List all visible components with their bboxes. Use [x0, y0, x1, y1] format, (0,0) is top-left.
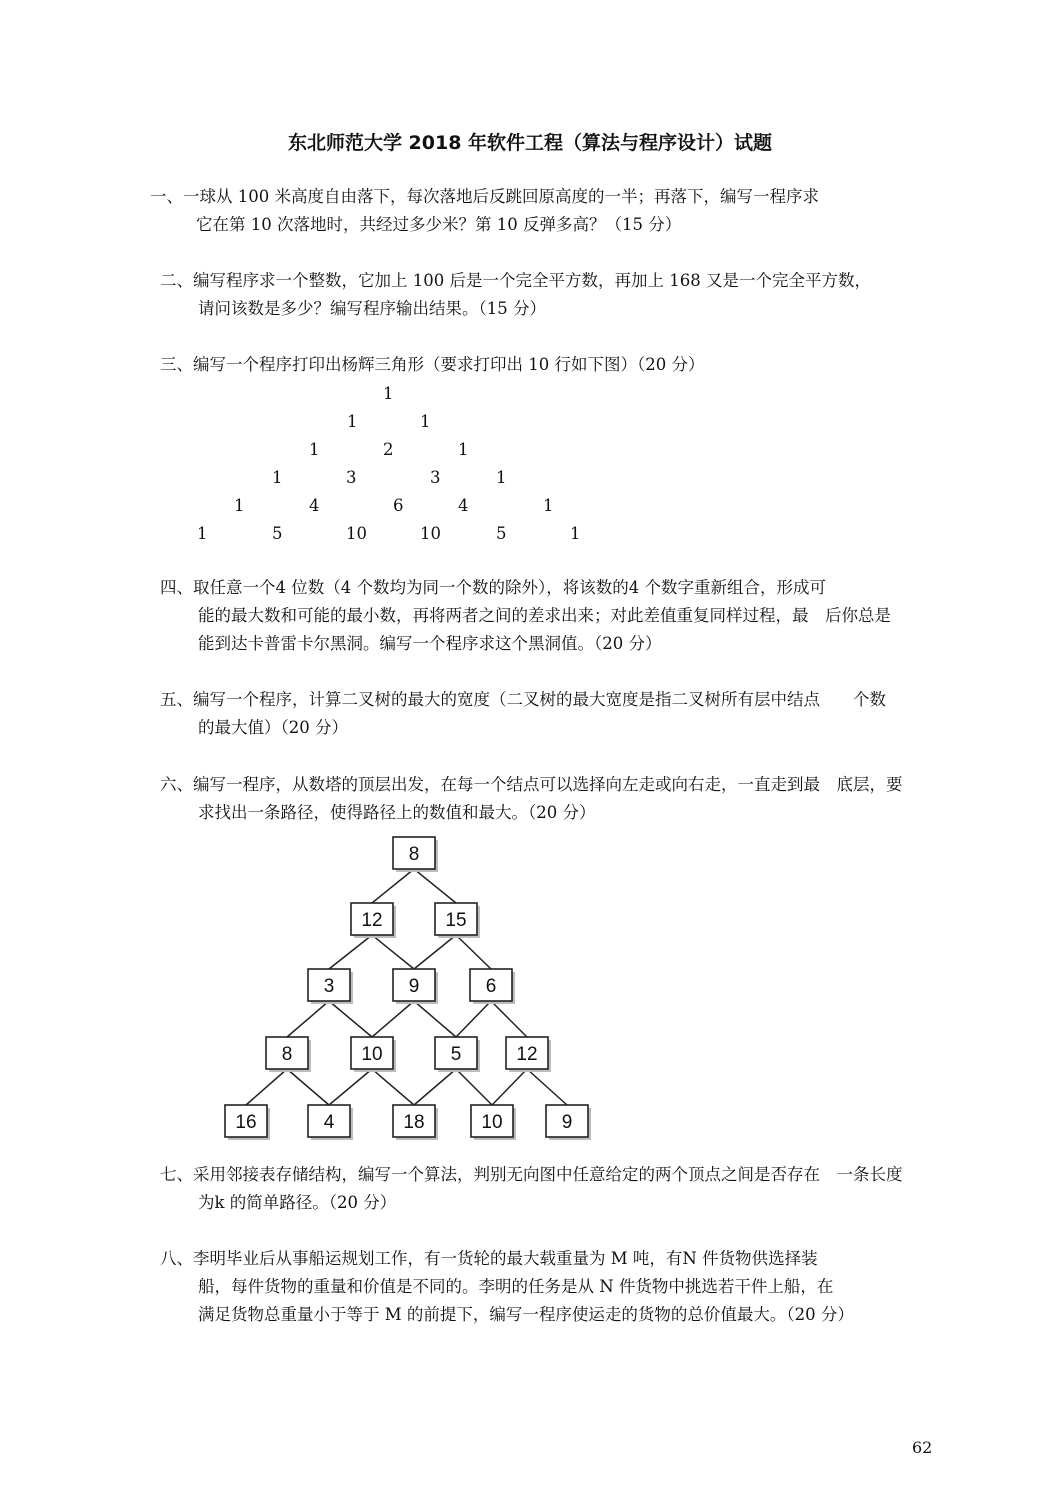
tower-edge — [414, 1069, 456, 1105]
pascal-cell: 1 — [570, 524, 581, 543]
question-7 — [160, 1161, 903, 1217]
tower-node-value: 9 — [561, 1112, 573, 1133]
pascal-cell: 1 — [272, 468, 283, 487]
pascal-cell: 1 — [420, 412, 431, 431]
tower-node-value: 16 — [235, 1112, 257, 1133]
tower-node-value: 18 — [403, 1112, 425, 1133]
pascal-cell: 5 — [272, 524, 283, 543]
tower-node-value: 6 — [485, 976, 497, 997]
pascal-cell: 1 — [197, 524, 208, 543]
pascal-cell: 3 — [430, 468, 441, 487]
tower-node-value: 12 — [516, 1044, 538, 1065]
tower-edge — [372, 935, 414, 969]
pascal-cell: 10 — [420, 524, 441, 543]
tower-edge — [287, 1001, 329, 1037]
pascal-cell: 6 — [393, 496, 404, 515]
tower-edge — [456, 935, 491, 969]
pascal-cell: 1 — [347, 412, 358, 431]
tower-edge — [414, 869, 456, 903]
pascal-cell: 1 — [543, 496, 554, 515]
question-7-line-2: 为k 的简单路径。（20 分） — [198, 1193, 397, 1212]
tower-edge — [456, 1069, 492, 1105]
tower-node-value: 10 — [361, 1044, 383, 1065]
pascal-cell: 4 — [309, 496, 320, 515]
pascal-cell: 10 — [346, 524, 367, 543]
question-7-line-1: 七、采用邻接表存储结构，编写一个算法，判别无向图中任意给定的两个顶点之间是否存在 一条长度 — [160, 1165, 903, 1184]
question-2-line-2: 请问该数是多少？编写程序输出结果。（15 分） — [198, 299, 546, 318]
tower-edge — [414, 935, 456, 969]
tower-edge — [414, 1001, 456, 1037]
question-1-line-1: 一、一球从 100 米高度自由落下，每次落地后反跳回原高度的一半；再落下，编写一程序求 — [150, 187, 819, 206]
question-4-line-1: 四、取任意一个4 位数（4 个数均为同一个数的除外），将该数的4 个数字重新组合，形成可 — [160, 578, 826, 597]
pascal-cell: 2 — [383, 440, 394, 459]
question-2-line-1: 二、编写程序求一个整数，它加上 100 后是一个完全平方数，再加上 168 又是一个完全平方数， — [160, 271, 871, 290]
pascal-cell: 1 — [458, 440, 469, 459]
tower-node-value: 10 — [481, 1112, 503, 1133]
tower-edge — [329, 1069, 372, 1105]
pascal-cell: 1 — [496, 468, 507, 487]
tower-node-value: 3 — [323, 976, 335, 997]
question-1-line-2: 它在第 10 次落地时，共经过多少米？第 10 反弹多高？（15 分） — [196, 215, 682, 234]
question-5-line-2: 的最大值）（20 分） — [198, 718, 348, 737]
tower-node-value: 8 — [281, 1044, 293, 1065]
pascal-cell: 1 — [309, 440, 320, 459]
tower-node-value: 12 — [361, 910, 383, 931]
question-8-line-2: 船，每件货物的重量和价值是不同的。李明的任务是从 N 件货物中挑选若干件上船，在 — [198, 1277, 834, 1296]
question-6-line-2: 求找出一条路径，使得路径上的数值和最大。（20 分） — [198, 803, 596, 822]
tower-edge — [372, 869, 414, 903]
tower-node-value: 15 — [445, 910, 467, 931]
pascal-cell: 5 — [496, 524, 507, 543]
question-6-line-1: 六、编写一程序，从数塔的顶层出发，在每一个结点可以选择向左走或向右走，一直走到最 底层，要 — [160, 775, 903, 794]
tower-edge — [287, 1069, 329, 1105]
question-8 — [160, 1245, 854, 1329]
tower-node-value: 8 — [408, 844, 420, 865]
tower-node-value: 5 — [450, 1044, 462, 1065]
question-8-line-3: 满足货物总重量小于等于 M 的前提下，编写一程序使运走的货物的总价值最大。（20 分） — [198, 1305, 854, 1324]
pascal-cell: 1 — [234, 496, 245, 515]
tower-node-value: 9 — [408, 976, 420, 997]
pascal-cell: 3 — [346, 468, 357, 487]
tower-edge — [329, 935, 372, 969]
question-4-line-2: 能的最大数和可能的最小数，再将两者之间的差求出来；对此差值重复同样过程，最 后你总是 — [198, 606, 891, 625]
page-title: 东北师范大学 2018 年软件工程（算法与程序设计）试题 — [287, 132, 773, 154]
question-8-line-1: 八、李明毕业后从事船运规划工作，有一货轮的最大载重量为 M 吨，有N 件货物供选择装 — [160, 1249, 818, 1268]
page-number: 62 — [912, 1438, 933, 1457]
tower-edge — [527, 1069, 567, 1105]
pascal-cell: 1 — [383, 384, 394, 403]
question-4-line-3: 能到达卡普雷卡尔黑洞。编写一个程序求这个黑洞值。（20 分） — [198, 634, 662, 653]
question-5-line-1: 五、编写一个程序，计算二叉树的最大的宽度（二叉树的最大宽度是指二叉树所有层中结点 个数 — [160, 690, 886, 709]
tower-edge — [492, 1069, 527, 1105]
tower-edge — [246, 1069, 287, 1105]
tower-edge — [329, 1001, 372, 1037]
tower-edge — [372, 1001, 414, 1037]
tower-edge — [372, 1069, 414, 1105]
tower-edge — [491, 1001, 527, 1037]
tower-node-value: 4 — [323, 1112, 335, 1133]
question-3-line-1: 三、编写一个程序打印出杨辉三角形（要求打印出 10 行如下图）（20 分） — [160, 355, 705, 374]
pascal-cell: 4 — [458, 496, 469, 515]
tower-edge — [456, 1001, 491, 1037]
